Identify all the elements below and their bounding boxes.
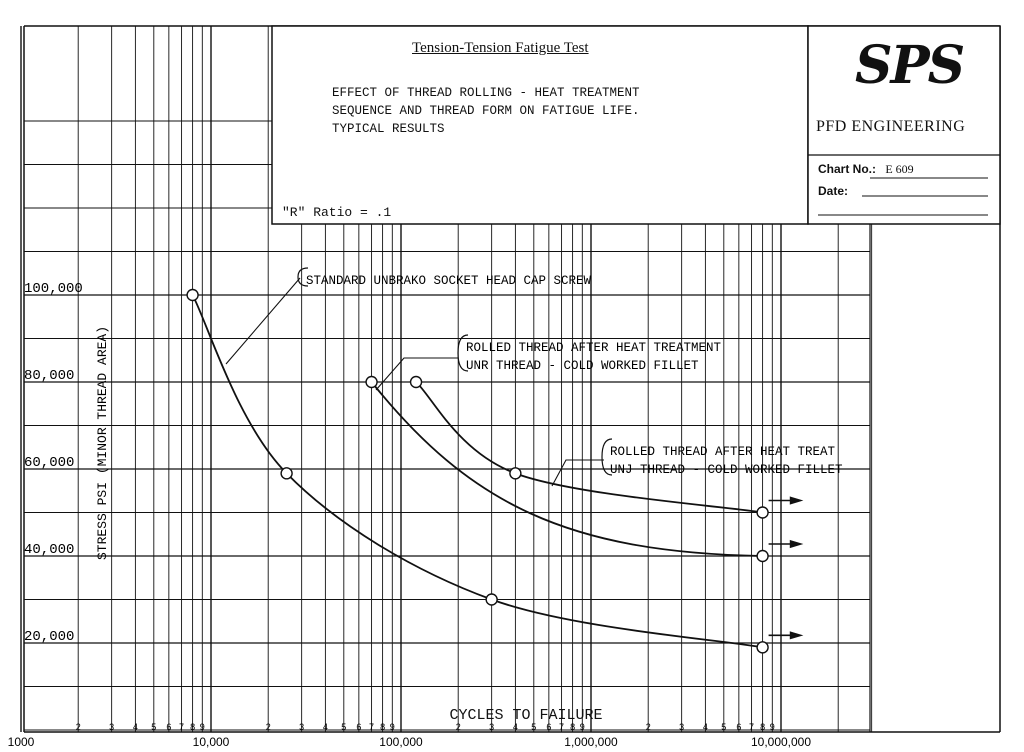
x-tick-label: 1000 bbox=[7, 735, 35, 749]
annotation-text: UNJ THREAD - COLD WORKED FILLET bbox=[610, 463, 843, 477]
date-label: Date: bbox=[818, 184, 849, 198]
annotation-text: ROLLED THREAD AFTER HEAT TREAT bbox=[610, 445, 836, 459]
y-axis-label: STRESS PSI (MINOR THREAD AREA) bbox=[95, 325, 110, 560]
x-minor-tick-label: 6 bbox=[356, 722, 362, 732]
x-minor-tick-label: 7 bbox=[369, 722, 375, 732]
chart-description bbox=[332, 84, 640, 138]
description-line: EFFECT OF THREAD ROLLING - HEAT TREATMENT bbox=[332, 86, 640, 100]
data-point bbox=[757, 642, 768, 653]
description-line: SEQUENCE AND THREAD FORM ON FATIGUE LIFE. bbox=[332, 104, 640, 118]
x-minor-tick-label: 6 bbox=[166, 722, 172, 732]
data-point bbox=[486, 594, 497, 605]
annotation-text: STANDARD UNBRAKO SOCKET HEAD CAP SCREW bbox=[306, 274, 592, 288]
y-tick-label: 100,000 bbox=[24, 281, 83, 297]
x-minor-tick-label: 6 bbox=[546, 722, 552, 732]
x-minor-tick-label: 9 bbox=[769, 722, 775, 732]
y-tick-label: 20,000 bbox=[24, 629, 75, 645]
runout-arrow bbox=[769, 632, 801, 638]
x-minor-tick-label: 8 bbox=[760, 722, 766, 732]
description-line: TYPICAL RESULTS bbox=[332, 122, 445, 136]
x-tick-label: 1,000,000 bbox=[564, 735, 618, 749]
annotation-leader bbox=[552, 460, 604, 486]
x-minor-tick-label: 2 bbox=[645, 722, 651, 732]
x-minor-tick-label: 3 bbox=[489, 722, 495, 732]
x-minor-tick-label: 8 bbox=[380, 722, 386, 732]
data-point bbox=[187, 290, 198, 301]
x-minor-tick-label: 4 bbox=[322, 722, 328, 732]
data-point bbox=[757, 551, 768, 562]
x-tick-label: 100,000 bbox=[379, 735, 423, 749]
chart-number bbox=[818, 162, 914, 177]
x-minor-tick-label: 2 bbox=[265, 722, 271, 732]
chart-number-label: Chart No.: bbox=[818, 162, 876, 176]
x-minor-tick-label: 5 bbox=[341, 722, 347, 732]
x-minor-tick-label: 2 bbox=[75, 722, 81, 732]
x-minor-tick-label: 3 bbox=[299, 722, 305, 732]
x-minor-tick-label: 3 bbox=[679, 722, 685, 732]
x-axis-label: CYCLES TO FAILURE bbox=[449, 707, 603, 724]
org-name: PFD ENGINEERING bbox=[816, 118, 966, 135]
chart-title: Tension-Tension Fatigue Test bbox=[412, 40, 589, 56]
x-minor-tick-label: 9 bbox=[199, 722, 205, 732]
x-minor-tick-label: 4 bbox=[512, 722, 518, 732]
x-minor-tick-label: 5 bbox=[721, 722, 727, 732]
x-minor-tick-label: 2 bbox=[455, 722, 461, 732]
x-minor-tick-label: 4 bbox=[132, 722, 138, 732]
annotation-text: UNR THREAD - COLD WORKED FILLET bbox=[466, 359, 699, 373]
data-point bbox=[757, 507, 768, 518]
x-minor-tick-label: 3 bbox=[109, 722, 115, 732]
y-tick-label: 60,000 bbox=[24, 455, 75, 471]
x-minor-tick-label: 7 bbox=[559, 722, 565, 732]
data-point bbox=[281, 468, 292, 479]
sps-logo: SPS bbox=[855, 35, 964, 96]
y-tick-label: 80,000 bbox=[24, 368, 75, 384]
data-point bbox=[411, 377, 422, 388]
data-point bbox=[366, 377, 377, 388]
x-minor-tick-label: 8 bbox=[570, 722, 576, 732]
annotation-leader bbox=[226, 278, 300, 364]
annotation-3 bbox=[552, 439, 843, 486]
x-minor-tick-label: 6 bbox=[736, 722, 742, 732]
x-minor-tick-label: 5 bbox=[151, 722, 157, 732]
ratio-label: "R" Ratio = .1 bbox=[282, 205, 392, 220]
x-minor-tick-label: 7 bbox=[179, 722, 185, 732]
x-tick-label: 10,000 bbox=[192, 735, 230, 749]
annotation-text: ROLLED THREAD AFTER HEAT TREATMENT bbox=[466, 341, 722, 355]
runout-arrow bbox=[769, 498, 801, 504]
y-tick-label: 40,000 bbox=[24, 542, 75, 558]
x-minor-tick-label: 4 bbox=[702, 722, 708, 732]
x-minor-tick-label: 5 bbox=[531, 722, 537, 732]
x-minor-tick-label: 8 bbox=[190, 722, 196, 732]
date-field bbox=[818, 184, 854, 199]
runout-arrow bbox=[769, 541, 801, 547]
x-minor-tick-label: 9 bbox=[389, 722, 395, 732]
chart-number-value: E 609 bbox=[885, 162, 914, 176]
x-minor-tick-label: 9 bbox=[579, 722, 585, 732]
data-point bbox=[510, 468, 521, 479]
x-minor-tick-label: 7 bbox=[749, 722, 755, 732]
x-tick-label: 10,000,000 bbox=[750, 735, 812, 749]
